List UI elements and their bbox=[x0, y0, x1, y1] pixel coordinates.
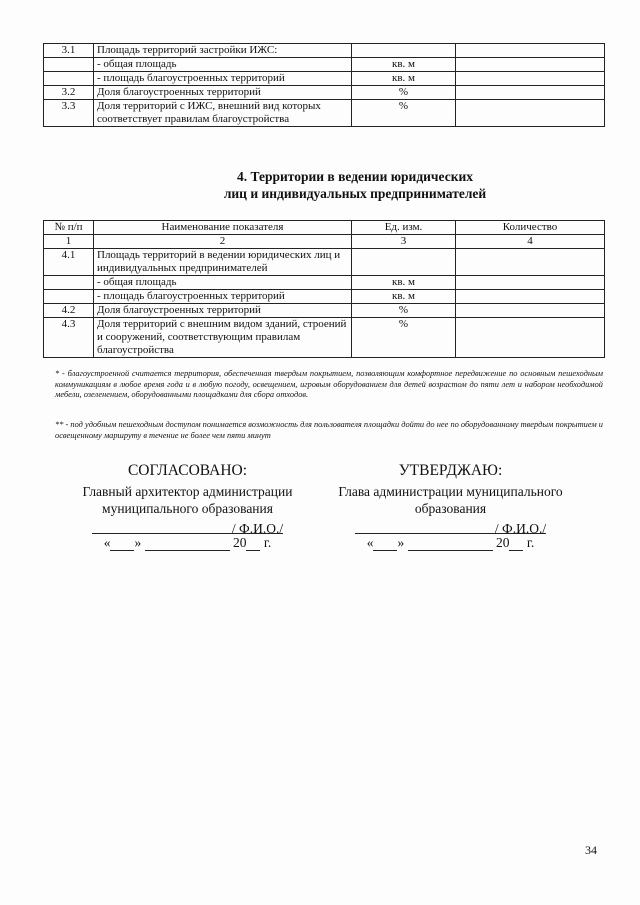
year-prefix: 20 bbox=[232, 535, 247, 550]
year-blank bbox=[509, 537, 523, 551]
year-suffix: г. bbox=[263, 535, 272, 550]
signature-line bbox=[55, 517, 320, 534]
column-index: 4 bbox=[456, 235, 605, 249]
table-row bbox=[44, 290, 605, 304]
signature-line bbox=[318, 517, 583, 534]
quantity-cell bbox=[456, 249, 605, 276]
signature-blank bbox=[92, 520, 232, 534]
table-row bbox=[44, 276, 605, 290]
quantity-cell bbox=[456, 58, 605, 72]
day-blank bbox=[373, 537, 397, 551]
unit-cell: % bbox=[352, 100, 456, 127]
row-number: 4.2 bbox=[44, 304, 94, 318]
approver-position-line2: муниципального образования bbox=[102, 501, 273, 516]
footnote-2: ** - под удобным пешеходным доступом понимается возможность для пользователя площадки дойти до нее по оборудованному твердым покрытием и освещенному маршруту в течение не более чем пяти минут bbox=[55, 420, 603, 440]
year-suffix: г. bbox=[526, 535, 535, 550]
date-quote-close: » bbox=[134, 535, 142, 550]
indicator-name: Площадь территорий в ведении юридических лиц и индивидуальных предпринимателей bbox=[94, 249, 352, 276]
unit-cell: % bbox=[352, 86, 456, 100]
day-blank bbox=[110, 537, 134, 551]
approval-title: СОГЛАСОВАНО: bbox=[127, 462, 248, 479]
row-number: 4.3 bbox=[44, 318, 94, 358]
table-row bbox=[44, 44, 605, 58]
unit-cell: кв. м bbox=[352, 276, 456, 290]
date-line bbox=[318, 534, 583, 551]
row-number bbox=[44, 72, 94, 86]
table-row bbox=[44, 304, 605, 318]
signature-blank bbox=[355, 520, 495, 534]
indicator-name: Доля благоустроенных территорий bbox=[94, 86, 352, 100]
header-number: № п/п bbox=[44, 221, 94, 235]
approver-position-line1: Главный архитектор администрации bbox=[82, 484, 293, 499]
row-number: 3.1 bbox=[44, 44, 94, 58]
year-blank bbox=[246, 537, 260, 551]
header-name: Наименование показателя bbox=[94, 221, 352, 235]
indicator-name: - общая площадь bbox=[94, 58, 352, 72]
approval-title: УТВЕРДЖАЮ: bbox=[398, 462, 503, 479]
column-index: 3 bbox=[352, 235, 456, 249]
quantity-cell bbox=[456, 304, 605, 318]
quantity-cell bbox=[456, 44, 605, 58]
approver-position-line1: Глава администрации муниципального bbox=[338, 484, 563, 499]
quantity-cell bbox=[456, 290, 605, 304]
row-number: 4.1 bbox=[44, 249, 94, 276]
date-quote-close: » bbox=[397, 535, 405, 550]
table-row bbox=[44, 72, 605, 86]
page-number: 34 bbox=[585, 843, 597, 857]
unit-cell: кв. м bbox=[352, 290, 456, 304]
section-title-line2: лиц и индивидуальных предпринимателей bbox=[223, 186, 487, 201]
unit-cell: % bbox=[352, 304, 456, 318]
quantity-cell bbox=[456, 72, 605, 86]
header-quantity: Количество bbox=[456, 221, 605, 235]
section-heading bbox=[150, 168, 560, 202]
year-prefix: 20 bbox=[495, 535, 510, 550]
unit-cell bbox=[352, 249, 456, 276]
name-field: / Ф.И.О./ bbox=[231, 521, 284, 536]
indicator-name: Доля благоустроенных территорий bbox=[94, 304, 352, 318]
indicator-name: - площадь благоустроенных территорий bbox=[94, 290, 352, 304]
column-index: 2 bbox=[94, 235, 352, 249]
month-blank bbox=[145, 537, 230, 551]
row-number bbox=[44, 290, 94, 304]
quantity-cell bbox=[456, 276, 605, 290]
approval-block-right bbox=[318, 462, 583, 551]
quantity-cell bbox=[456, 318, 605, 358]
table-index-row bbox=[44, 235, 605, 249]
table-row bbox=[44, 100, 605, 127]
date-quote-open: « bbox=[366, 535, 374, 550]
header-unit: Ед. изм. bbox=[352, 221, 456, 235]
unit-cell: кв. м bbox=[352, 72, 456, 86]
table-row bbox=[44, 249, 605, 276]
footnote-1: * - благоустроенной считается территория, обеспеченная твердым покрытием, позволяющим комфортное передвижение по основным пешеходным коммуникациям в любое время года и в любую погоду, освещением, игровым оборудованием для детей возрастом до пяти лет и набором необходимой мебели, озеленением, оборудованными площадками для сбора отходов. bbox=[55, 369, 603, 399]
unit-cell: кв. м bbox=[352, 58, 456, 72]
row-number: 3.2 bbox=[44, 86, 94, 100]
table-header-row bbox=[44, 221, 605, 235]
section-title-line1: 4. Территории в ведении юридических bbox=[237, 169, 473, 184]
column-index: 1 bbox=[44, 235, 94, 249]
indicator-name: Площадь территорий застройки ИЖС: bbox=[94, 44, 352, 58]
row-number bbox=[44, 58, 94, 72]
quantity-cell bbox=[456, 86, 605, 100]
table-row bbox=[44, 58, 605, 72]
indicator-name: Доля территорий с ИЖС, внешний вид которых соответствует правилам благоустройства bbox=[94, 100, 352, 127]
unit-cell: % bbox=[352, 318, 456, 358]
indicator-name: Доля территорий с внешним видом зданий, строений и сооружений, соответствующим правилам благоустройства bbox=[94, 318, 352, 358]
month-blank bbox=[408, 537, 493, 551]
quantity-cell bbox=[456, 100, 605, 127]
approval-block-left bbox=[55, 462, 320, 551]
row-number bbox=[44, 276, 94, 290]
date-quote-open: « bbox=[103, 535, 111, 550]
table-row bbox=[44, 86, 605, 100]
date-line bbox=[55, 534, 320, 551]
indicators-table-section4 bbox=[43, 220, 605, 358]
approver-position-line2: образования bbox=[414, 501, 487, 516]
row-number: 3.3 bbox=[44, 100, 94, 127]
table-row bbox=[44, 318, 605, 358]
indicators-table-section3 bbox=[43, 43, 605, 127]
indicator-name: - площадь благоустроенных территорий bbox=[94, 72, 352, 86]
indicator-name: - общая площадь bbox=[94, 276, 352, 290]
name-field: / Ф.И.О./ bbox=[494, 521, 547, 536]
unit-cell bbox=[352, 44, 456, 58]
